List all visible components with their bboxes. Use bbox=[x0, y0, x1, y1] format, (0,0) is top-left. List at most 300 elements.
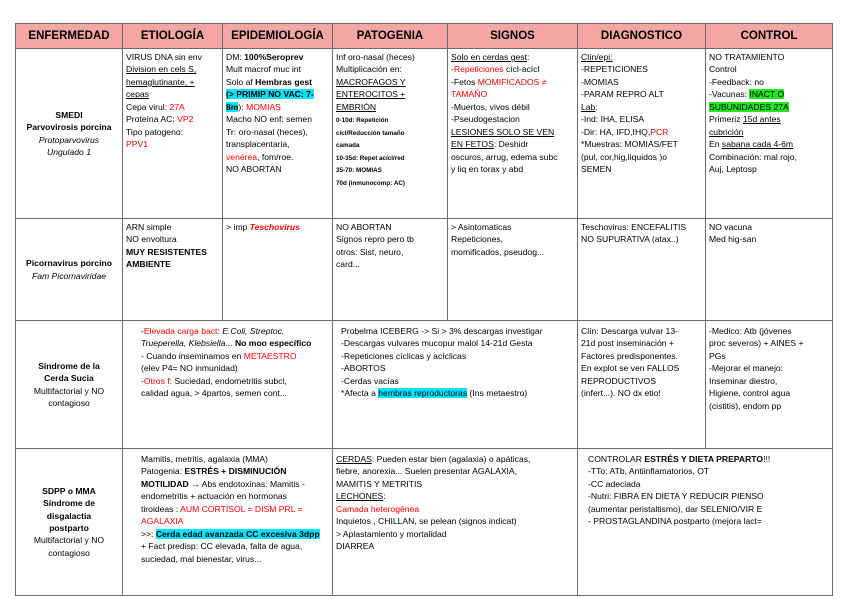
text-segment: transplacentaria, bbox=[226, 139, 290, 150]
cell-line bbox=[709, 51, 829, 63]
text-segment: Parvovirosis porcina bbox=[26, 122, 112, 133]
text-segment: NO envoltura bbox=[126, 234, 177, 245]
cell-line bbox=[581, 221, 702, 233]
text-segment: Factores predisponentes. bbox=[581, 350, 678, 361]
cell-line bbox=[126, 101, 219, 113]
cell-line bbox=[451, 63, 574, 75]
cell-line bbox=[451, 138, 574, 150]
cell-line bbox=[336, 63, 444, 75]
cell-line bbox=[19, 360, 119, 372]
text-segment: ARN simple bbox=[126, 222, 172, 232]
cell-line bbox=[451, 221, 574, 233]
cell-line bbox=[19, 270, 119, 282]
cell-line bbox=[709, 387, 829, 399]
text-segment: 10-35d: Repet acícl/red bbox=[336, 154, 405, 162]
cell-line bbox=[336, 490, 574, 502]
cell-line bbox=[336, 465, 574, 477]
text-segment: CONTROLAR bbox=[588, 454, 645, 464]
cell-line bbox=[451, 76, 574, 88]
cell-line bbox=[451, 151, 574, 163]
cell-line bbox=[141, 528, 329, 540]
text-segment: ): bbox=[238, 101, 247, 112]
text-segment: *Muestras: MOMIAS/FET bbox=[581, 139, 678, 150]
text-segment: Probelma ICEBERG -> Si > 3% descargas investigar bbox=[341, 326, 543, 336]
text-segment: Cerda Sucia bbox=[44, 373, 94, 384]
text-segment: Fam Picornaviridae bbox=[31, 270, 107, 281]
text-segment: NO SUPURATIVA (atax..) bbox=[581, 234, 679, 245]
text-segment: REPRODUCTIVOS bbox=[581, 375, 656, 386]
cell-line bbox=[126, 246, 219, 258]
text-segment: Mamitis, metritis, agalaxia (MMA) bbox=[141, 454, 269, 464]
text-segment: VIRUS DNA sin env bbox=[126, 52, 202, 62]
text-segment: Ungulado 1 bbox=[47, 146, 91, 157]
text-segment: hemaglutinante, + bbox=[126, 76, 195, 87]
text-segment: (elev P4= NO inmunidad) bbox=[141, 363, 238, 374]
cell-line bbox=[226, 101, 329, 113]
text-segment: fiebre, anorexia... Suelen presentar AGALAXIA, bbox=[336, 466, 518, 477]
text-segment: > imp bbox=[226, 222, 250, 232]
patogenia-signos-cell bbox=[333, 449, 578, 596]
text-segment: NO TRATAMIENTO bbox=[709, 52, 785, 62]
text-segment: proc severos) + AINES + bbox=[709, 338, 804, 349]
text-segment: (infert...). NO dx etio! bbox=[581, 388, 661, 399]
text-segment: 35-70: MOMIAS bbox=[336, 167, 382, 175]
disease-cell bbox=[16, 49, 123, 219]
header-etiologia: ETIOLOGÍA bbox=[123, 24, 223, 49]
diagnostico-cell bbox=[578, 321, 706, 449]
cell-line bbox=[709, 350, 829, 362]
text-segment: >>: bbox=[141, 528, 156, 539]
disease-cell bbox=[16, 219, 123, 321]
text-segment: 100%Seroprev bbox=[244, 52, 304, 62]
text-segment: Repeticiones bbox=[453, 64, 504, 75]
text-segment: 15d antes bbox=[742, 114, 781, 125]
text-segment: Clín/epi: bbox=[581, 52, 613, 62]
cell-line bbox=[709, 325, 829, 337]
cell-line bbox=[19, 121, 119, 133]
control-cell bbox=[706, 219, 833, 321]
text-segment: - Cuando inseminamos en bbox=[141, 350, 244, 361]
text-segment: → Abs endotoxinas: Mamitis - bbox=[188, 478, 305, 489]
header-signos: SIGNOS bbox=[448, 24, 578, 49]
cell-line bbox=[341, 362, 574, 374]
text-segment: En explot se ven FALLOS bbox=[581, 363, 680, 374]
text-segment: -CC adeciada bbox=[588, 478, 641, 489]
cell-line bbox=[341, 375, 574, 387]
cell-line bbox=[19, 385, 119, 397]
text-segment: AUM CORTISOL = DISM PRL = bbox=[180, 503, 303, 514]
cell-line bbox=[19, 397, 119, 409]
cell-line bbox=[709, 113, 829, 125]
cell-line bbox=[126, 258, 219, 270]
text-segment: -Muertos, vivos débil bbox=[451, 101, 530, 112]
text-segment: No moo específico bbox=[234, 338, 312, 349]
text-segment: cubrición bbox=[709, 126, 744, 137]
text-segment: cícl-acícl bbox=[503, 64, 540, 75]
cell-line bbox=[19, 257, 119, 269]
cell-line bbox=[709, 126, 829, 138]
text-segment: -Descargas vulvares mucopur malol 14-21d Gesta bbox=[341, 338, 533, 349]
text-segment: -Medico: Atb (jóvenes bbox=[709, 326, 792, 336]
cell-line bbox=[451, 101, 574, 113]
text-segment: Solo en cerdas gest bbox=[451, 52, 527, 62]
text-segment: Tipo patogeno: bbox=[126, 126, 184, 137]
cell-line bbox=[581, 163, 702, 175]
text-segment: SDPP o MMA bbox=[42, 485, 96, 496]
cell-line bbox=[126, 233, 219, 245]
text-segment: Mult macrof muc int bbox=[226, 64, 301, 75]
cell-line bbox=[451, 163, 574, 175]
text-segment: : bbox=[526, 52, 530, 62]
cell-line bbox=[588, 465, 829, 477]
text-segment: EN FETOS bbox=[451, 139, 494, 150]
text-segment: tiroideas : bbox=[141, 503, 181, 514]
cell-line bbox=[709, 151, 829, 163]
cell-line bbox=[581, 138, 702, 150]
text-segment: Macho NO enf: semen bbox=[226, 114, 312, 125]
text-segment: (Ins metaestro) bbox=[467, 388, 528, 399]
text-segment: Multifactorial y NO bbox=[33, 535, 105, 546]
text-segment: -Cerdas vacías bbox=[341, 375, 399, 386]
text-segment: -Repeticiones cíclicas y acíclicas bbox=[341, 350, 467, 361]
cell-line bbox=[19, 510, 119, 522]
cell-line bbox=[588, 503, 829, 515]
text-segment: + Fact predisp: CC elevada, falta de agua, bbox=[141, 541, 303, 552]
cell-line bbox=[141, 540, 329, 552]
row-smedi bbox=[16, 49, 833, 219]
text-segment: ESTRÉS Y DIETA PREPARTO bbox=[644, 454, 764, 464]
text-segment: Auj, Leptosp bbox=[709, 164, 757, 175]
cell-line bbox=[581, 337, 702, 349]
text-segment: MOMIFICADOS ≠ bbox=[477, 76, 547, 87]
text-segment: Otros f bbox=[143, 375, 170, 386]
text-segment: - bbox=[141, 326, 144, 336]
text-segment: - PROSTAGLANDINA postparto (mejora lact= bbox=[588, 516, 762, 527]
patogenia-cell bbox=[333, 219, 448, 321]
text-segment: contagioso bbox=[48, 547, 90, 558]
row-cerda-sucia bbox=[16, 321, 833, 449]
cell-line bbox=[141, 362, 329, 374]
text-segment: : bbox=[383, 491, 386, 502]
text-segment: Division en cels S, bbox=[126, 64, 197, 75]
cell-line bbox=[581, 101, 702, 113]
cell-line bbox=[126, 51, 219, 63]
text-segment: EMBRIÓN bbox=[336, 101, 377, 112]
text-segment: -Fetos bbox=[451, 76, 478, 87]
text-segment: hembras reproductoras bbox=[378, 388, 468, 399]
cell-line bbox=[141, 465, 329, 477]
cell-line bbox=[336, 76, 444, 88]
text-segment: NO ABORTAN bbox=[336, 222, 392, 232]
cell-line bbox=[581, 63, 702, 75]
cell-line bbox=[451, 51, 574, 63]
text-segment: ESTRÉS + DISMINUCIÓN bbox=[184, 466, 287, 477]
text-segment: -Mejorar el manejo: bbox=[709, 363, 784, 374]
text-segment: -Dir: HA, IFD,IHQ, bbox=[581, 126, 651, 137]
cell-line bbox=[226, 63, 329, 75]
cell-line bbox=[709, 101, 829, 113]
cell-line bbox=[451, 88, 574, 100]
cell-line bbox=[451, 113, 574, 125]
text-segment: Inseminar diestro, bbox=[709, 375, 778, 386]
cell-line bbox=[19, 522, 119, 534]
text-segment: - bbox=[451, 64, 454, 75]
cell-line bbox=[126, 63, 219, 75]
signos-cell bbox=[448, 49, 578, 219]
text-segment: Solo af bbox=[226, 76, 256, 87]
cell-line bbox=[141, 453, 329, 465]
text-segment: camada bbox=[336, 142, 360, 150]
text-segment: cepas bbox=[126, 89, 149, 100]
header-control: CONTROL bbox=[706, 24, 833, 49]
cell-line bbox=[141, 350, 329, 362]
disease-cell bbox=[16, 449, 123, 596]
text-segment: Cerda edad avanzada CC excesiva 3dpp bbox=[155, 528, 320, 539]
text-segment: venérea bbox=[226, 151, 258, 162]
cell-line bbox=[336, 101, 444, 113]
text-segment: 8m bbox=[226, 101, 239, 112]
cell-line bbox=[226, 221, 329, 233]
text-segment: -PARAM REPRO ALT bbox=[581, 89, 664, 100]
cell-line bbox=[226, 138, 329, 150]
text-segment: Multiplicación en: bbox=[336, 64, 402, 75]
row-picornavirus bbox=[16, 219, 833, 321]
text-segment: Primeriz bbox=[709, 114, 743, 125]
cell-line bbox=[581, 362, 702, 374]
cell-line bbox=[126, 126, 219, 138]
cell-line bbox=[226, 126, 329, 138]
cell-line bbox=[226, 113, 329, 125]
text-segment: SUBUNIDADES 27A bbox=[709, 101, 789, 112]
text-segment: DIARREA bbox=[336, 541, 375, 552]
text-segment: (aumentar peristaltismo), dar SELENIO/VIR E bbox=[588, 503, 763, 514]
cell-line bbox=[341, 350, 574, 362]
text-segment: LECHONES bbox=[336, 491, 384, 502]
text-segment: Signos repro pero tb bbox=[336, 234, 414, 245]
text-segment: -TTo: ATb, Antiinflamatorios, OT bbox=[588, 466, 710, 477]
cell-line bbox=[709, 76, 829, 88]
text-segment: Patogenia: bbox=[141, 466, 185, 477]
cell-line bbox=[336, 138, 444, 150]
text-segment: !!! bbox=[763, 454, 771, 464]
cell-line bbox=[19, 134, 119, 146]
text-segment: Repeticiones, bbox=[451, 234, 504, 245]
cell-line bbox=[588, 490, 829, 502]
cell-line bbox=[226, 88, 329, 100]
text-segment: MAMITIS Y METRITIS bbox=[336, 478, 423, 489]
cell-line bbox=[336, 113, 444, 125]
cell-line bbox=[336, 540, 574, 552]
cell-line bbox=[141, 337, 329, 349]
text-segment: Cepa virul: bbox=[126, 101, 170, 112]
cell-line bbox=[336, 51, 444, 63]
text-segment: PPV1 bbox=[126, 139, 148, 150]
text-segment: *Afecta a bbox=[341, 388, 379, 399]
cell-line bbox=[709, 233, 829, 245]
cell-line bbox=[341, 387, 574, 399]
etiologia-epidemiologia-cell bbox=[123, 449, 333, 596]
cell-line bbox=[581, 387, 702, 399]
cell-line bbox=[126, 113, 219, 125]
text-segment: TAMAÑO bbox=[451, 89, 488, 100]
cell-line bbox=[19, 109, 119, 121]
diagnostico-control-cell bbox=[578, 449, 833, 596]
cell-line bbox=[141, 387, 329, 399]
text-segment: 27A bbox=[169, 101, 185, 112]
text-segment: Multifactorial y NO bbox=[33, 385, 105, 396]
cell-line bbox=[126, 221, 219, 233]
text-segment: -Pseudogestacion bbox=[451, 114, 520, 125]
text-segment: INACT O bbox=[749, 89, 785, 100]
patogenia-cell bbox=[333, 49, 448, 219]
cell-line bbox=[141, 503, 329, 515]
cell-line bbox=[126, 76, 219, 88]
cell-line bbox=[19, 372, 119, 384]
signos-cell bbox=[448, 219, 578, 321]
text-segment: suciedad, mal bienestar, virus... bbox=[141, 553, 262, 564]
cell-line bbox=[336, 88, 444, 100]
etiologia-cell bbox=[123, 219, 223, 321]
cell-line bbox=[141, 478, 329, 490]
cell-line bbox=[451, 246, 574, 258]
text-segment: cícl/Reducción tamaño bbox=[336, 129, 405, 137]
text-segment: Lab bbox=[581, 101, 596, 112]
text-segment: MOTILIDAD bbox=[141, 478, 189, 489]
cell-line bbox=[336, 233, 444, 245]
text-segment: Inquietos , CHILLAN, se pelean (signos indicat) bbox=[336, 516, 517, 527]
text-segment: Teschovirus: ENCEFALITIS bbox=[581, 222, 687, 232]
cell-line bbox=[451, 126, 574, 138]
text-segment: -Vacunas: bbox=[709, 89, 750, 100]
text-segment: MACROFAGOS Y bbox=[336, 76, 406, 87]
text-segment: card... bbox=[336, 259, 360, 270]
cell-line bbox=[709, 138, 829, 150]
text-segment: PCR bbox=[650, 126, 669, 137]
text-segment: ENTEROCITOS + bbox=[336, 89, 406, 100]
text-segment: METAESTRO bbox=[243, 350, 297, 361]
text-segment: AGALAXIA bbox=[141, 516, 184, 527]
text-segment: Clín: Descarga vulvar 13- bbox=[581, 326, 678, 336]
text-segment: Tr: oro-nasal (heces), bbox=[226, 126, 308, 137]
text-segment: 70d (inmunocomp: AC) bbox=[336, 179, 406, 187]
cell-line bbox=[341, 325, 574, 337]
text-segment: Combinación: mal rojo, bbox=[709, 151, 797, 162]
cell-line bbox=[588, 478, 829, 490]
cell-line bbox=[336, 176, 444, 188]
cell-line bbox=[709, 88, 829, 100]
text-segment: E.Coli, Streptoc, bbox=[222, 326, 285, 336]
cell-line bbox=[581, 350, 702, 362]
cell-line bbox=[581, 51, 702, 63]
cell-line bbox=[226, 51, 329, 63]
text-segment: Inf oro-nasal (heces) bbox=[336, 52, 415, 62]
etiologia-cell bbox=[123, 49, 223, 219]
text-segment: LESIONES SOLO SE VEN bbox=[451, 126, 555, 137]
cell-line bbox=[581, 375, 702, 387]
diagnostico-cell bbox=[578, 49, 706, 219]
cell-line bbox=[141, 553, 329, 565]
text-segment: : Deshidr bbox=[493, 139, 529, 150]
cell-line bbox=[581, 76, 702, 88]
cell-line bbox=[581, 113, 702, 125]
text-segment: Síndrome de bbox=[42, 498, 96, 509]
cell-line bbox=[336, 478, 574, 490]
text-segment: -MOMIAS bbox=[581, 76, 619, 87]
text-segment: NO ABORTAN bbox=[226, 164, 282, 175]
text-segment: endometritis + actuación en hormonas bbox=[141, 491, 287, 502]
text-segment: AMBIENTE bbox=[126, 259, 171, 270]
cell-line bbox=[581, 126, 702, 138]
header-epidemiologia: EPIDEMIOLOGÍA bbox=[223, 24, 333, 49]
cell-line bbox=[709, 163, 829, 175]
text-segment: Síndrome de la bbox=[38, 360, 100, 371]
text-segment: SMEDI bbox=[55, 109, 83, 120]
cell-line bbox=[581, 151, 702, 163]
text-segment: -ABORTOS bbox=[341, 363, 386, 374]
text-segment: Teschovirus bbox=[249, 222, 300, 232]
text-segment: VP2 bbox=[177, 114, 194, 125]
text-segment: Med hig-san bbox=[709, 234, 757, 245]
header-diagnostico: DIAGNOSTICO bbox=[578, 24, 706, 49]
text-segment: sabana cada 4-6m bbox=[721, 139, 794, 150]
cell-line bbox=[19, 547, 119, 559]
cell-line bbox=[581, 325, 702, 337]
cell-line bbox=[336, 258, 444, 270]
epidemiologia-cell bbox=[223, 219, 333, 321]
text-segment: Picornavirus porcino bbox=[26, 258, 112, 269]
epidemiologia-cell bbox=[223, 49, 333, 219]
cell-line bbox=[336, 163, 444, 175]
text-segment: calidad agua, > 4partos, semen cont... bbox=[141, 388, 287, 399]
text-segment: contagioso bbox=[48, 397, 90, 408]
text-segment: Elevada carga bact bbox=[143, 326, 218, 336]
text-segment: (> PRIMIP NO VAC: 7- bbox=[226, 89, 314, 100]
text-segment: otros: Sist, neuro, bbox=[336, 246, 404, 257]
cell-line bbox=[581, 88, 702, 100]
cell-line bbox=[126, 88, 219, 100]
cell-line bbox=[141, 325, 329, 337]
text-segment: > Asintomaticas bbox=[451, 222, 512, 232]
text-segment: CERDAS bbox=[336, 454, 372, 464]
text-segment: , fom/roe. bbox=[257, 151, 294, 162]
patogenia-signos-cell bbox=[333, 321, 578, 449]
text-segment: -REPETICIONES bbox=[581, 64, 648, 75]
control-cell bbox=[706, 321, 833, 449]
cell-line bbox=[709, 362, 829, 374]
cell-line bbox=[336, 126, 444, 138]
cell-line bbox=[19, 497, 119, 509]
cell-line bbox=[141, 375, 329, 387]
text-segment: : bbox=[595, 101, 598, 112]
text-segment: : Pueden estar bien (agalaxia) o apáticas, bbox=[371, 454, 531, 464]
text-segment: MOMIAS bbox=[246, 101, 281, 112]
cell-line bbox=[226, 163, 329, 175]
cell-line bbox=[19, 485, 119, 497]
text-segment: : Suciedad, endometritis subcl, bbox=[169, 375, 287, 386]
control-cell bbox=[706, 49, 833, 219]
disease-table bbox=[15, 23, 833, 596]
text-segment: Control bbox=[709, 64, 737, 75]
header-row bbox=[16, 24, 833, 49]
text-segment: DM: bbox=[226, 52, 245, 62]
cell-line bbox=[126, 138, 219, 150]
cell-line bbox=[226, 76, 329, 88]
text-segment: > Aplastamiento y mortalidad bbox=[336, 528, 447, 539]
cell-line bbox=[141, 515, 329, 527]
text-segment: y liq en torax y abd bbox=[451, 164, 524, 175]
text-segment: (pul, cor,hig,liquidos )o bbox=[581, 151, 667, 162]
text-segment: En bbox=[709, 139, 722, 150]
